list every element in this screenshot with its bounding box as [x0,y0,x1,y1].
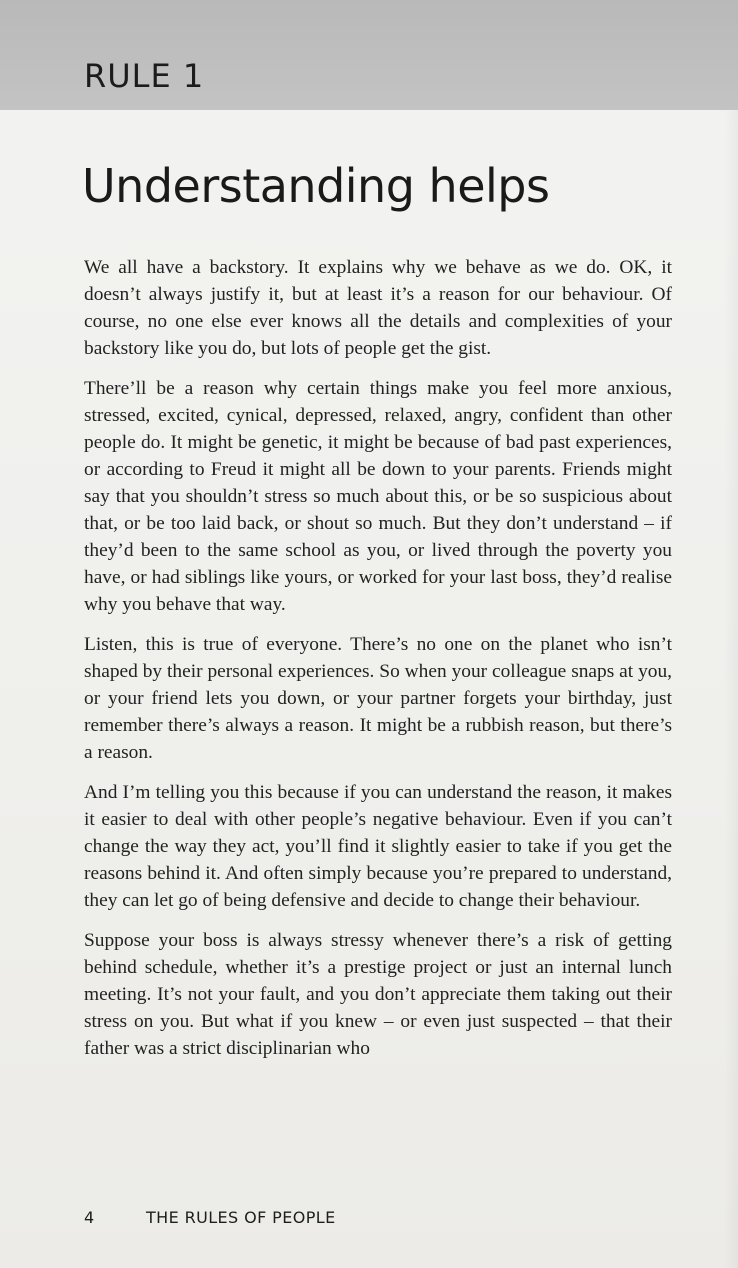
paragraph-3: Listen, this is true of everyone. There’s no one on the planet who isn’t shaped by their personal experiences. So when your colleague snaps at you, or your friend lets you down, or your partner forgets your birthday, just remember there’s always a reason. It might be a rubbish reason, but there’s a reason. [84,634,672,763]
chapter-title: Understanding helps [82,159,550,213]
rule-label: RULE 1 [84,57,205,95]
paragraph-4: And I’m telling you this because if you can understand the reason, it makes it easier to deal with other people’s negative behaviour. Even if you can’t change the way they act, you’ll find it slightly easier to take if you get the reasons behind it. And often simply because you’re prepared to understand, they can let go of being defensive and decide to change their behaviour. [84,782,672,911]
page-footer [84,1208,336,1227]
paragraph-2: There’ll be a reason why certain things make you feel more anxious, stressed, excited, cynical, depressed, relaxed, angry, confident than other people do. It might be genetic, it might be because of bad past experiences, or according to Freud it might all be down to your parents. Friends might say that you shouldn’t stress so much about this, or be so suspicious about that, or be too laid back, or shout so much. But they don’t understand – if they’d been to the same school as you, or lived through the poverty you have, or had siblings like yours, or worked for your last boss, they’d realise why you behave that way. [84,378,672,615]
book-title: THE RULES OF PEOPLE [146,1208,336,1227]
body-text [84,254,672,1075]
paragraph-5: Suppose your boss is always stressy whenever there’s a risk of getting behind schedule, whether it’s a prestige project or just an internal lunch meeting. It’s not your fault, and you don’t appreciate them taking out their stress on you. But what if you knew – or even just suspected – that their father was a strict disciplinarian who [84,930,672,1059]
page-edge-shade [724,110,738,1268]
paragraph-1: We all have a backstory. It explains why we behave as we do. OK, it doesn’t always justify it, but at least it’s a reason for our behaviour. Of course, no one else ever knows all the details and complexities of your backstory like you do, but lots of people get the gist. [84,257,672,359]
page-number: 4 [84,1208,95,1227]
